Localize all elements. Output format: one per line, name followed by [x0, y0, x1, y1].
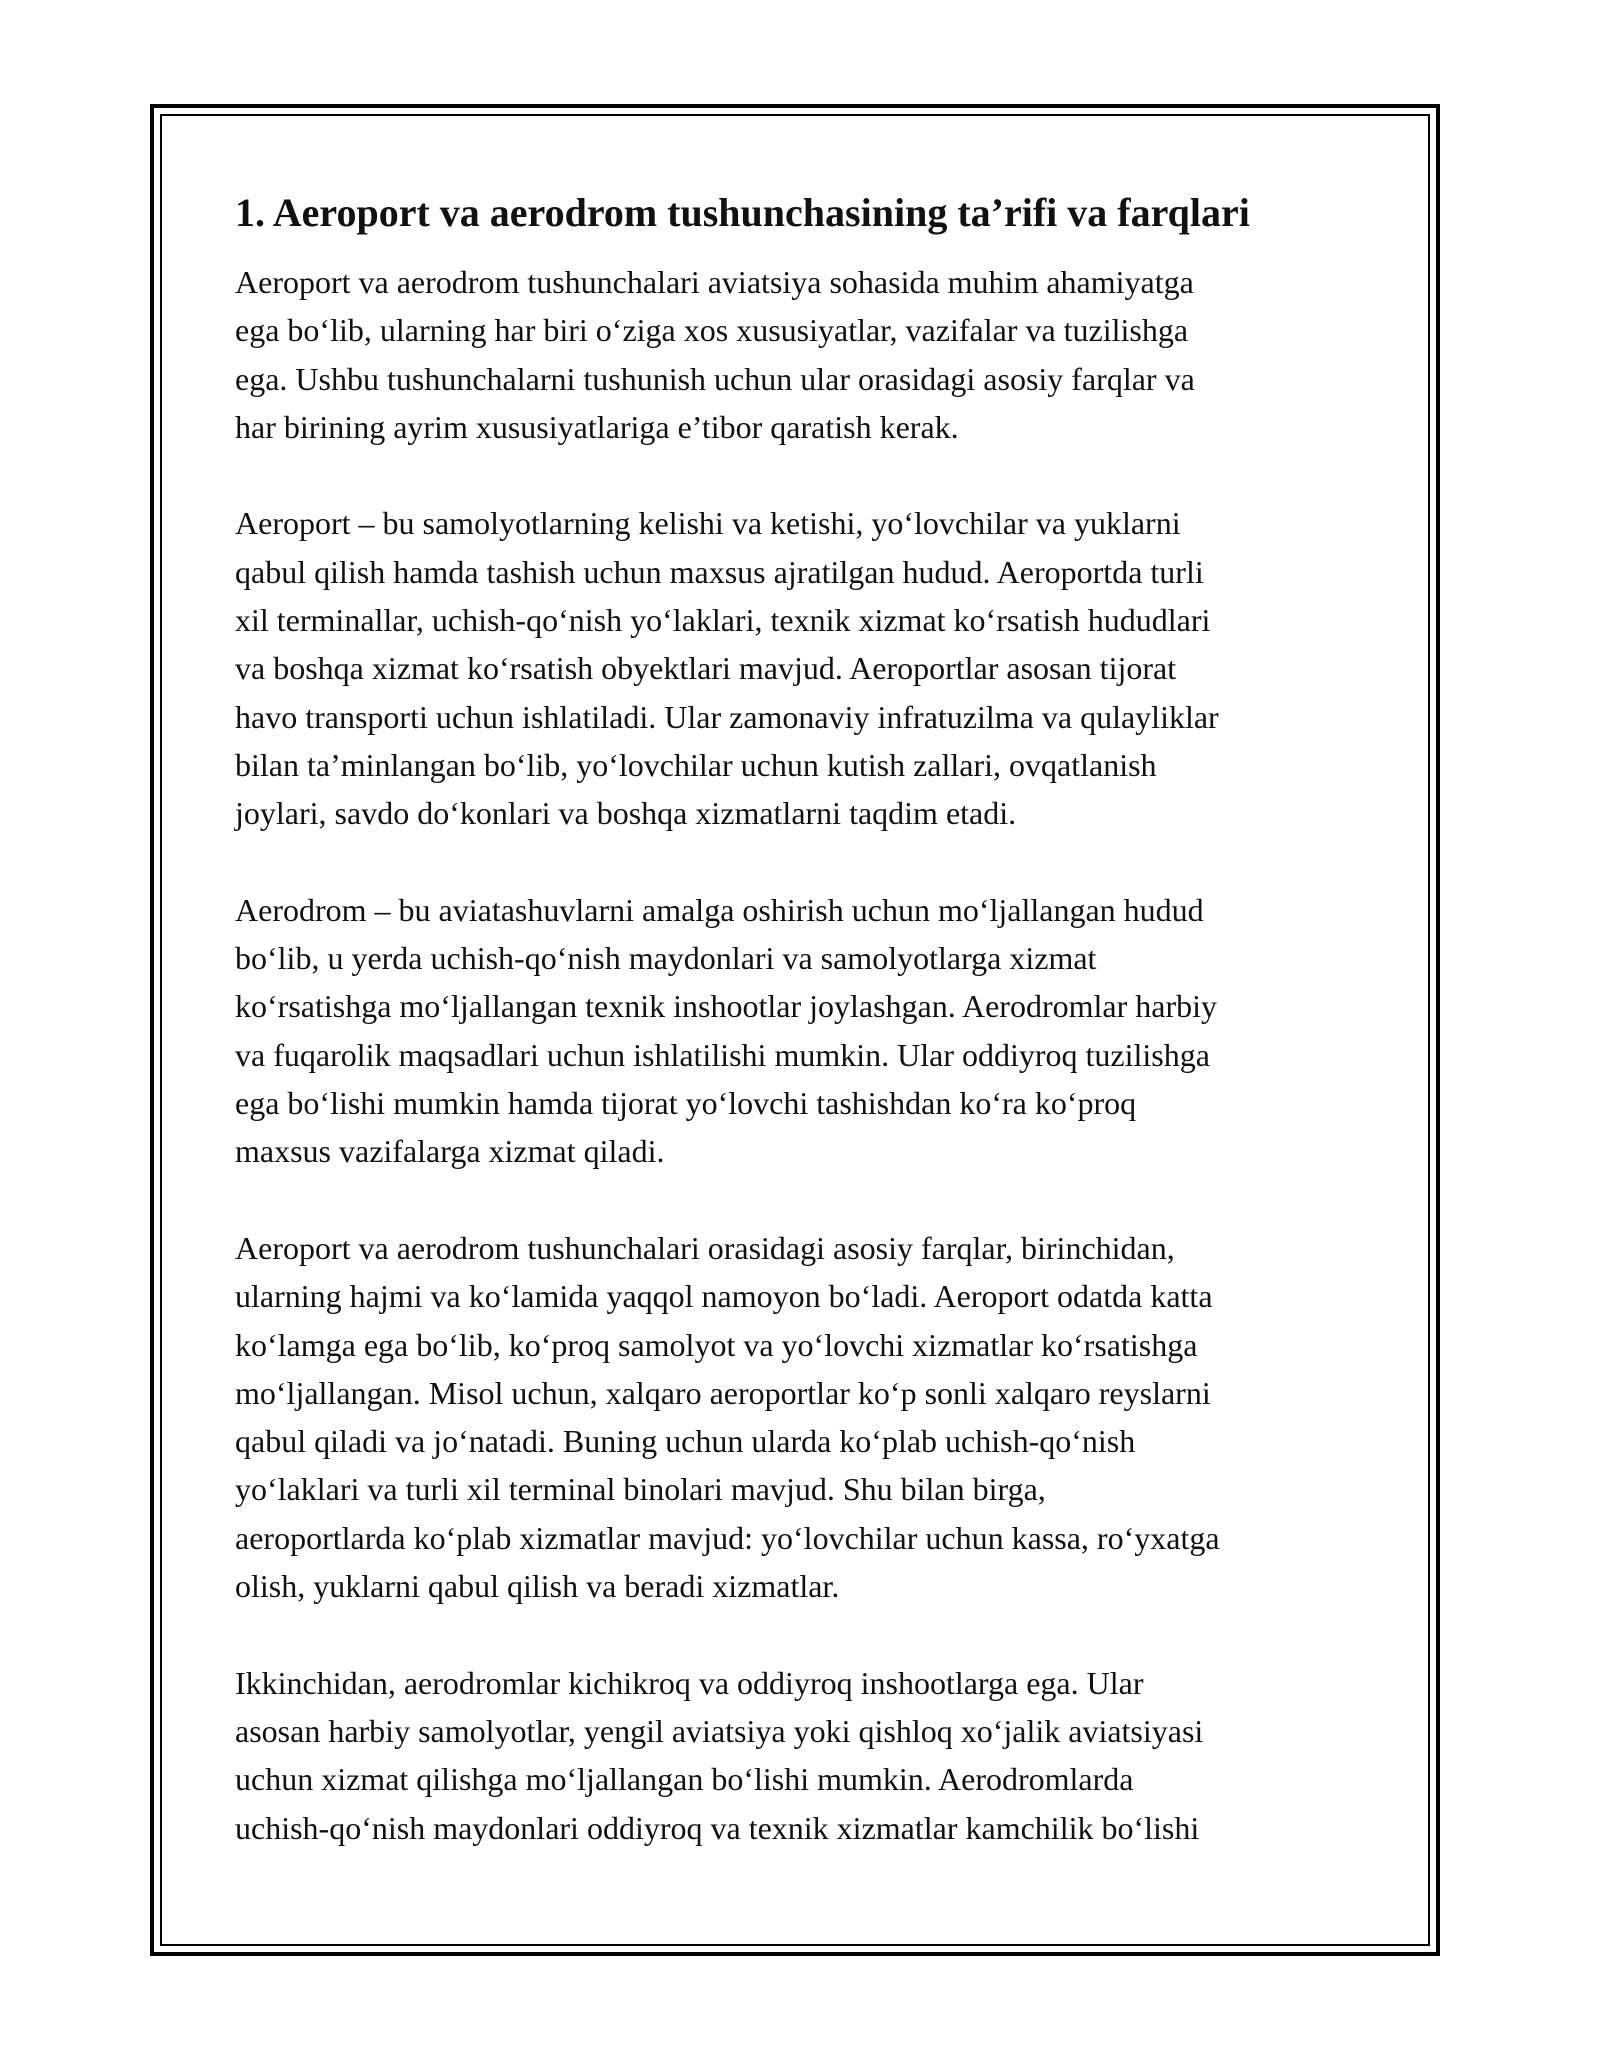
text-line: bilan ta’minlangan bo‘lib, yo‘lovchilar uchun kutish zallari, ovqatlanish	[235, 746, 1157, 783]
paragraph-2	[235, 499, 1375, 837]
text-line: uchun xizmat qilishga mo‘ljallangan bo‘lishi mumkin. Aerodromlarda	[235, 1761, 1134, 1798]
text-line: uchish-qo‘nish maydonlari oddiyroq va texnik xizmatlar kamchilik bo‘lishi	[235, 1809, 1200, 1846]
text-line: qabul qiladi va jo‘natadi. Buning uchun ularda ko‘plab uchish-qo‘nish	[235, 1423, 1136, 1460]
text-line: va fuqarolik maqsadlari uchun ishlatilishi mumkin. Ular oddiyroq tuzilishga	[235, 1036, 1210, 1073]
text-line: Aeroport va aerodrom tushunchalari orasidagi asosiy farqlar, birinchidan,	[235, 1229, 1175, 1266]
text-line: Aerodrom – bu aviatashuvlarni amalga oshirish uchun mo‘ljallangan hudud	[235, 891, 1204, 928]
text-line: ko‘rsatishga mo‘ljallangan texnik inshootlar joylashgan. Aerodromlar harbiy	[235, 988, 1217, 1025]
text-line: ega bo‘lib, ularning har biri o‘ziga xos xususiyatlar, vazifalar va tuzilishga	[235, 312, 1189, 349]
text-line: maxsus vazifalarga xizmat qiladi.	[235, 1133, 665, 1170]
text-line: xil terminallar, uchish-qo‘nish yo‘laklari, texnik xizmat ko‘rsatish hududlari	[235, 602, 1211, 639]
text-line: asosan harbiy samolyotlar, yengil aviatsiya yoki qishloq xo‘jalik aviatsiyasi	[235, 1712, 1204, 1749]
text-line: mo‘ljallangan. Misol uchun, xalqaro aeroportlar ko‘p sonli xalqaro reyslarni	[235, 1374, 1211, 1411]
text-line: ko‘lamga ega bo‘lib, ko‘proq samolyot va yo‘lovchi xizmatlar ko‘rsatishga	[235, 1326, 1198, 1363]
text-line: ega. Ushbu tushunchalarni tushunish uchun ular orasidagi asosiy farqlar va	[235, 360, 1195, 397]
text-line: aeroportlarda ko‘plab xizmatlar mavjud: yo‘lovchilar uchun kassa, ro‘yxatga	[235, 1519, 1220, 1556]
text-line: va boshqa xizmat ko‘rsatish obyektlari mavjud. Aeroportlar asosan tijorat	[235, 650, 1177, 687]
text-line: olish, yuklarni qabul qilish va beradi xizmatlar.	[235, 1568, 840, 1605]
text-line: ega bo‘lishi mumkin hamda tijorat yo‘lovchi tashishdan ko‘ra ko‘proq	[235, 1085, 1137, 1122]
text-line: Ikkinchidan, aerodromlar kichikroq va oddiyroq inshootlarga ega. Ular	[235, 1664, 1144, 1701]
paragraph-4	[235, 1224, 1375, 1610]
text-line: qabul qilish hamda tashish uchun maxsus ajratilgan hudud. Aeroportda turli	[235, 553, 1204, 590]
text-line: ularning hajmi va ko‘lamida yaqqol namoyon bo‘ladi. Aeroport odatda katta	[235, 1278, 1213, 1315]
text-line: joylari, savdo do‘konlari va boshqa xizmatlarni taqdim etadi.	[235, 795, 1017, 832]
text-line: bo‘lib, u yerda uchish-qo‘nish maydonlari va samolyotlarga xizmat	[235, 940, 1097, 977]
paragraph-1	[235, 258, 1375, 451]
text-line: yo‘laklari va turli xil terminal binolari mavjud. Shu bilan birga,	[235, 1471, 1046, 1508]
text-line: har birining ayrim xususiyatlariga e’tibor qaratish kerak.	[235, 408, 959, 445]
text-line: Aeroport va aerodrom tushunchalari aviatsiya sohasida muhim ahamiyatga	[235, 264, 1194, 300]
paragraph-5	[235, 1659, 1375, 1852]
text-line: Aeroport – bu samolyotlarning kelishi va ketishi, yo‘lovchilar va yuklarni	[235, 505, 1181, 542]
text-line: havo transporti uchun ishlatiladi. Ular zamonaviy infratuzilma va qulayliklar	[235, 698, 1219, 735]
section-heading: 1. Aeroport va aerodrom tushunchasining ta’rifi va farqlari	[235, 190, 1250, 235]
paragraph-3	[235, 886, 1375, 1176]
document-body	[235, 182, 1375, 1900]
